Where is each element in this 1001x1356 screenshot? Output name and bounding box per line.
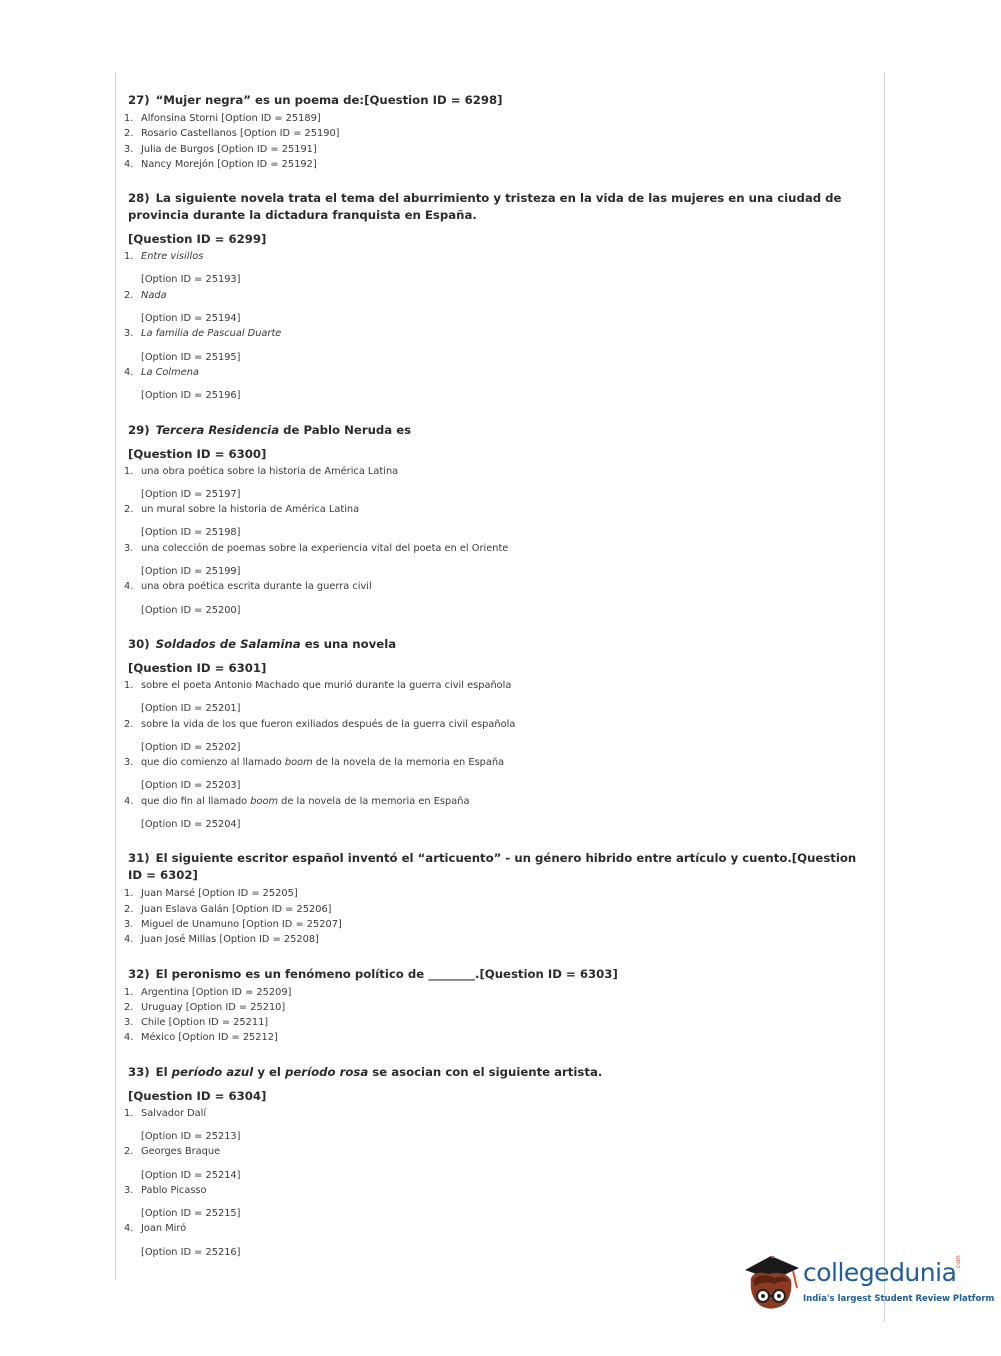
option-item — [124, 142, 869, 157]
option-id: [Option ID = 25201] — [141, 703, 241, 715]
option-text — [141, 1015, 268, 1030]
option-number: 1. — [124, 251, 134, 263]
option-text — [141, 917, 342, 932]
option-item — [124, 464, 869, 479]
text-run: Juan Eslava Galán [Option ID = 25206] — [141, 903, 332, 915]
option-number: 2. — [124, 1001, 134, 1013]
option-list — [124, 464, 869, 618]
option-text — [141, 678, 511, 693]
option-number: 2. — [124, 903, 134, 915]
option-item — [124, 886, 869, 901]
option-id: [Option ID = 25204] — [141, 819, 241, 831]
text-run: que dio comienzo al llamado — [141, 757, 285, 769]
text-run: Pablo Picasso — [141, 1184, 207, 1196]
option-item — [124, 932, 869, 947]
option-number: 4. — [124, 934, 134, 946]
text-run: de la novela de la memoria en España — [278, 795, 470, 807]
option-text — [141, 111, 321, 126]
option-id: [Option ID = 25199] — [141, 566, 241, 578]
option-number: 2. — [124, 718, 134, 730]
text-run: se asocian con el siguiente artista. — [368, 1064, 603, 1079]
italic-text: La familia de Pascual Duarte — [141, 328, 282, 340]
option-number: 3. — [124, 542, 134, 554]
option-number: 4. — [124, 366, 134, 378]
text-run: una obra poética escrita durante la guerra civil — [141, 581, 372, 593]
text-run: una colección de poemas sobre la experiencia vital del poeta en el Oriente — [141, 542, 509, 554]
option-text — [141, 464, 398, 479]
option-item — [124, 502, 869, 517]
option-item — [124, 249, 869, 264]
question-stem — [128, 92, 869, 109]
italic-text: boom — [284, 757, 313, 769]
option-item — [124, 541, 869, 556]
option-text — [141, 886, 298, 901]
option-list — [124, 249, 869, 403]
collegedunia-logo — [741, 1248, 995, 1320]
option-item — [124, 326, 869, 341]
text-run: Joan Miró — [141, 1223, 187, 1235]
option-text — [141, 249, 203, 264]
option-list — [124, 678, 869, 832]
option-item — [124, 1144, 869, 1159]
option-id: [Option ID = 25215] — [141, 1208, 241, 1220]
italic-text: Nada — [141, 289, 167, 301]
option-item — [124, 1000, 869, 1015]
option-id: [Option ID = 25213] — [141, 1130, 241, 1142]
option-text — [141, 717, 515, 732]
question-number: 31) — [128, 851, 150, 866]
option-item — [124, 902, 869, 917]
option-id: [Option ID = 25196] — [141, 390, 241, 402]
text-run: Chile [Option ID = 25211] — [141, 1017, 269, 1029]
italic-text: período rosa — [285, 1064, 369, 1079]
option-id: [Option ID = 25198] — [141, 527, 241, 539]
question-id: [Question ID = 6299] — [128, 232, 267, 247]
text-run: Argentina [Option ID = 25209] — [141, 986, 292, 998]
text-run: Uruguay [Option ID = 25210] — [141, 1001, 286, 1013]
question-id: [Question ID = 6304] — [128, 1088, 267, 1103]
text-run: Rosario Castellanos [Option ID = 25190] — [141, 128, 340, 140]
text-run: El peronismo es un fenómeno político de ________.[Question ID = 6303] — [155, 966, 618, 981]
option-text — [141, 794, 469, 809]
option-number: 1. — [124, 1107, 134, 1119]
question-id: [Question ID = 6301] — [128, 660, 267, 675]
option-item — [124, 917, 869, 932]
option-number: 3. — [124, 1017, 134, 1029]
option-number: 2. — [124, 504, 134, 516]
option-number: 2. — [124, 289, 134, 301]
option-number: 1. — [124, 113, 134, 124]
option-item — [124, 365, 869, 380]
option-number: 4. — [124, 1032, 134, 1044]
text-run: Miguel de Unamuno [Option ID = 25207] — [141, 918, 342, 930]
option-number: 3. — [124, 1184, 134, 1196]
question-number: 32) — [128, 966, 150, 981]
italic-text: Soldados de Salamina — [155, 636, 301, 651]
italic-text: boom — [250, 795, 279, 807]
text-run: La siguiente novela trata el tema del aburrimiento y tristeza en la vida de las mujeres en una ciudad de provincia durante la dictadura franquista en España. — [128, 191, 842, 223]
text-run: Julia de Burgos [Option ID = 25191] — [141, 143, 317, 155]
question-stem — [128, 850, 869, 884]
option-text — [141, 985, 291, 1000]
option-item — [124, 1221, 869, 1236]
option-item — [124, 157, 869, 172]
text-run: Salvador Dalí — [141, 1107, 207, 1119]
option-text — [141, 1144, 220, 1159]
text-run: Juan José Millas [Option ID = 25208] — [141, 934, 319, 946]
text-run: es una novela — [300, 636, 397, 651]
text-run: una obra poética sobre la historia de América Latina — [141, 465, 399, 477]
option-number: 1. — [124, 465, 134, 477]
text-run: de Pablo Neruda es — [279, 422, 412, 437]
option-text — [141, 1030, 278, 1045]
text-run: Georges Braque — [141, 1146, 221, 1158]
option-id: [Option ID = 25214] — [141, 1169, 241, 1181]
option-text — [141, 157, 317, 172]
text-run: El — [155, 1064, 172, 1079]
text-run: Juan Marsé [Option ID = 25205] — [141, 888, 298, 900]
question-block — [124, 850, 869, 947]
question-block — [124, 190, 869, 403]
question-stem — [128, 636, 869, 653]
option-id: [Option ID = 25197] — [141, 488, 241, 500]
logo-tagline: India's largest Student Review Platform — [803, 1294, 995, 1304]
option-text — [141, 1183, 207, 1198]
question-stem — [128, 1064, 869, 1081]
question-block — [124, 636, 869, 832]
option-text — [141, 902, 332, 917]
text-run: y el — [253, 1064, 286, 1079]
option-item — [124, 1030, 869, 1045]
option-item — [124, 111, 869, 126]
option-number: 4. — [124, 581, 134, 593]
text-run: un mural sobre la historia de América Latina — [141, 504, 360, 516]
option-text — [141, 142, 317, 157]
question-list — [124, 92, 869, 1278]
option-text — [141, 1000, 285, 1015]
text-run: sobre la vida de los que fueron exiliados después de la guerra civil española — [141, 718, 516, 730]
option-item — [124, 1015, 869, 1030]
option-id: [Option ID = 25194] — [141, 313, 241, 325]
option-number: 2. — [124, 128, 134, 140]
option-number: 4. — [124, 1223, 134, 1235]
text-run: México [Option ID = 25212] — [141, 1032, 278, 1044]
option-item — [124, 126, 869, 141]
option-list — [124, 111, 869, 172]
option-text — [141, 541, 508, 556]
option-item — [124, 288, 869, 303]
question-id: [Question ID = 6300] — [128, 446, 267, 461]
text-run: sobre el poeta Antonio Machado que murió durante la guerra civil española — [141, 679, 512, 691]
option-id: [Option ID = 25202] — [141, 741, 241, 753]
option-number: 1. — [124, 888, 134, 900]
option-item — [124, 717, 869, 732]
italic-text: período azul — [171, 1064, 254, 1079]
text-run: El siguiente escritor español inventó el “articuento” - un género hibrido entre artículo y cuento.[Question ID = 6302] — [128, 851, 857, 883]
option-item — [124, 1106, 869, 1121]
mascot-icon — [741, 1250, 805, 1316]
option-number: 3. — [124, 328, 134, 340]
question-number: 29) — [128, 422, 150, 437]
option-item — [124, 678, 869, 693]
option-text — [141, 326, 281, 341]
question-stem — [128, 190, 869, 224]
question-stem — [128, 422, 869, 439]
question-block — [124, 1064, 869, 1260]
option-text — [141, 932, 319, 947]
option-text — [141, 126, 340, 141]
option-item — [124, 794, 869, 809]
option-text — [141, 365, 199, 380]
option-text — [141, 502, 359, 517]
option-number: 3. — [124, 757, 134, 769]
option-text — [141, 579, 372, 594]
option-id: [Option ID = 25200] — [141, 604, 241, 616]
option-list — [124, 886, 869, 947]
question-number: 27) — [128, 93, 150, 107]
option-item — [124, 985, 869, 1000]
option-number: 1. — [124, 986, 134, 998]
option-number: 3. — [124, 918, 134, 930]
option-id: [Option ID = 25193] — [141, 274, 241, 286]
option-number: 3. — [124, 143, 134, 155]
left-margin-rule — [115, 72, 116, 1280]
text-run: Alfonsina Storni [Option ID = 25189] — [141, 113, 321, 124]
option-number: 1. — [124, 679, 134, 691]
text-run: “Mujer negra” es un poema de:[Question ID = 6298] — [155, 93, 503, 107]
option-text — [141, 1106, 206, 1121]
option-number: 4. — [124, 795, 134, 807]
text-run: de la novela de la memoria en España — [312, 757, 505, 769]
question-stem — [128, 966, 869, 983]
option-item — [124, 1183, 869, 1198]
option-item — [124, 579, 869, 594]
option-list — [124, 985, 869, 1046]
option-text — [141, 288, 167, 303]
option-text — [141, 755, 504, 770]
text-run: Nancy Morejón [Option ID = 25192] — [141, 158, 317, 170]
italic-text: La Colmena — [141, 366, 199, 378]
question-block — [124, 92, 869, 172]
question-block — [124, 422, 869, 618]
right-margin-rule — [884, 72, 885, 1322]
option-id: [Option ID = 25203] — [141, 780, 241, 792]
option-item — [124, 755, 869, 770]
italic-text: Entre visillos — [141, 251, 204, 263]
option-id: [Option ID = 25216] — [141, 1246, 241, 1258]
option-list — [124, 1106, 869, 1260]
question-number: 33) — [128, 1064, 150, 1079]
option-text — [141, 1221, 186, 1236]
text-run: que dio fin al llamado — [141, 795, 251, 807]
question-number: 28) — [128, 191, 150, 206]
question-number: 30) — [128, 636, 150, 651]
logo-domain-suffix: .com — [955, 1255, 962, 1270]
logo-wordmark: collegedunia — [803, 1258, 957, 1287]
italic-text: Tercera Residencia — [155, 422, 280, 437]
option-number: 2. — [124, 1146, 134, 1158]
option-id: [Option ID = 25195] — [141, 351, 241, 363]
option-number: 4. — [124, 158, 134, 170]
question-block — [124, 966, 869, 1046]
